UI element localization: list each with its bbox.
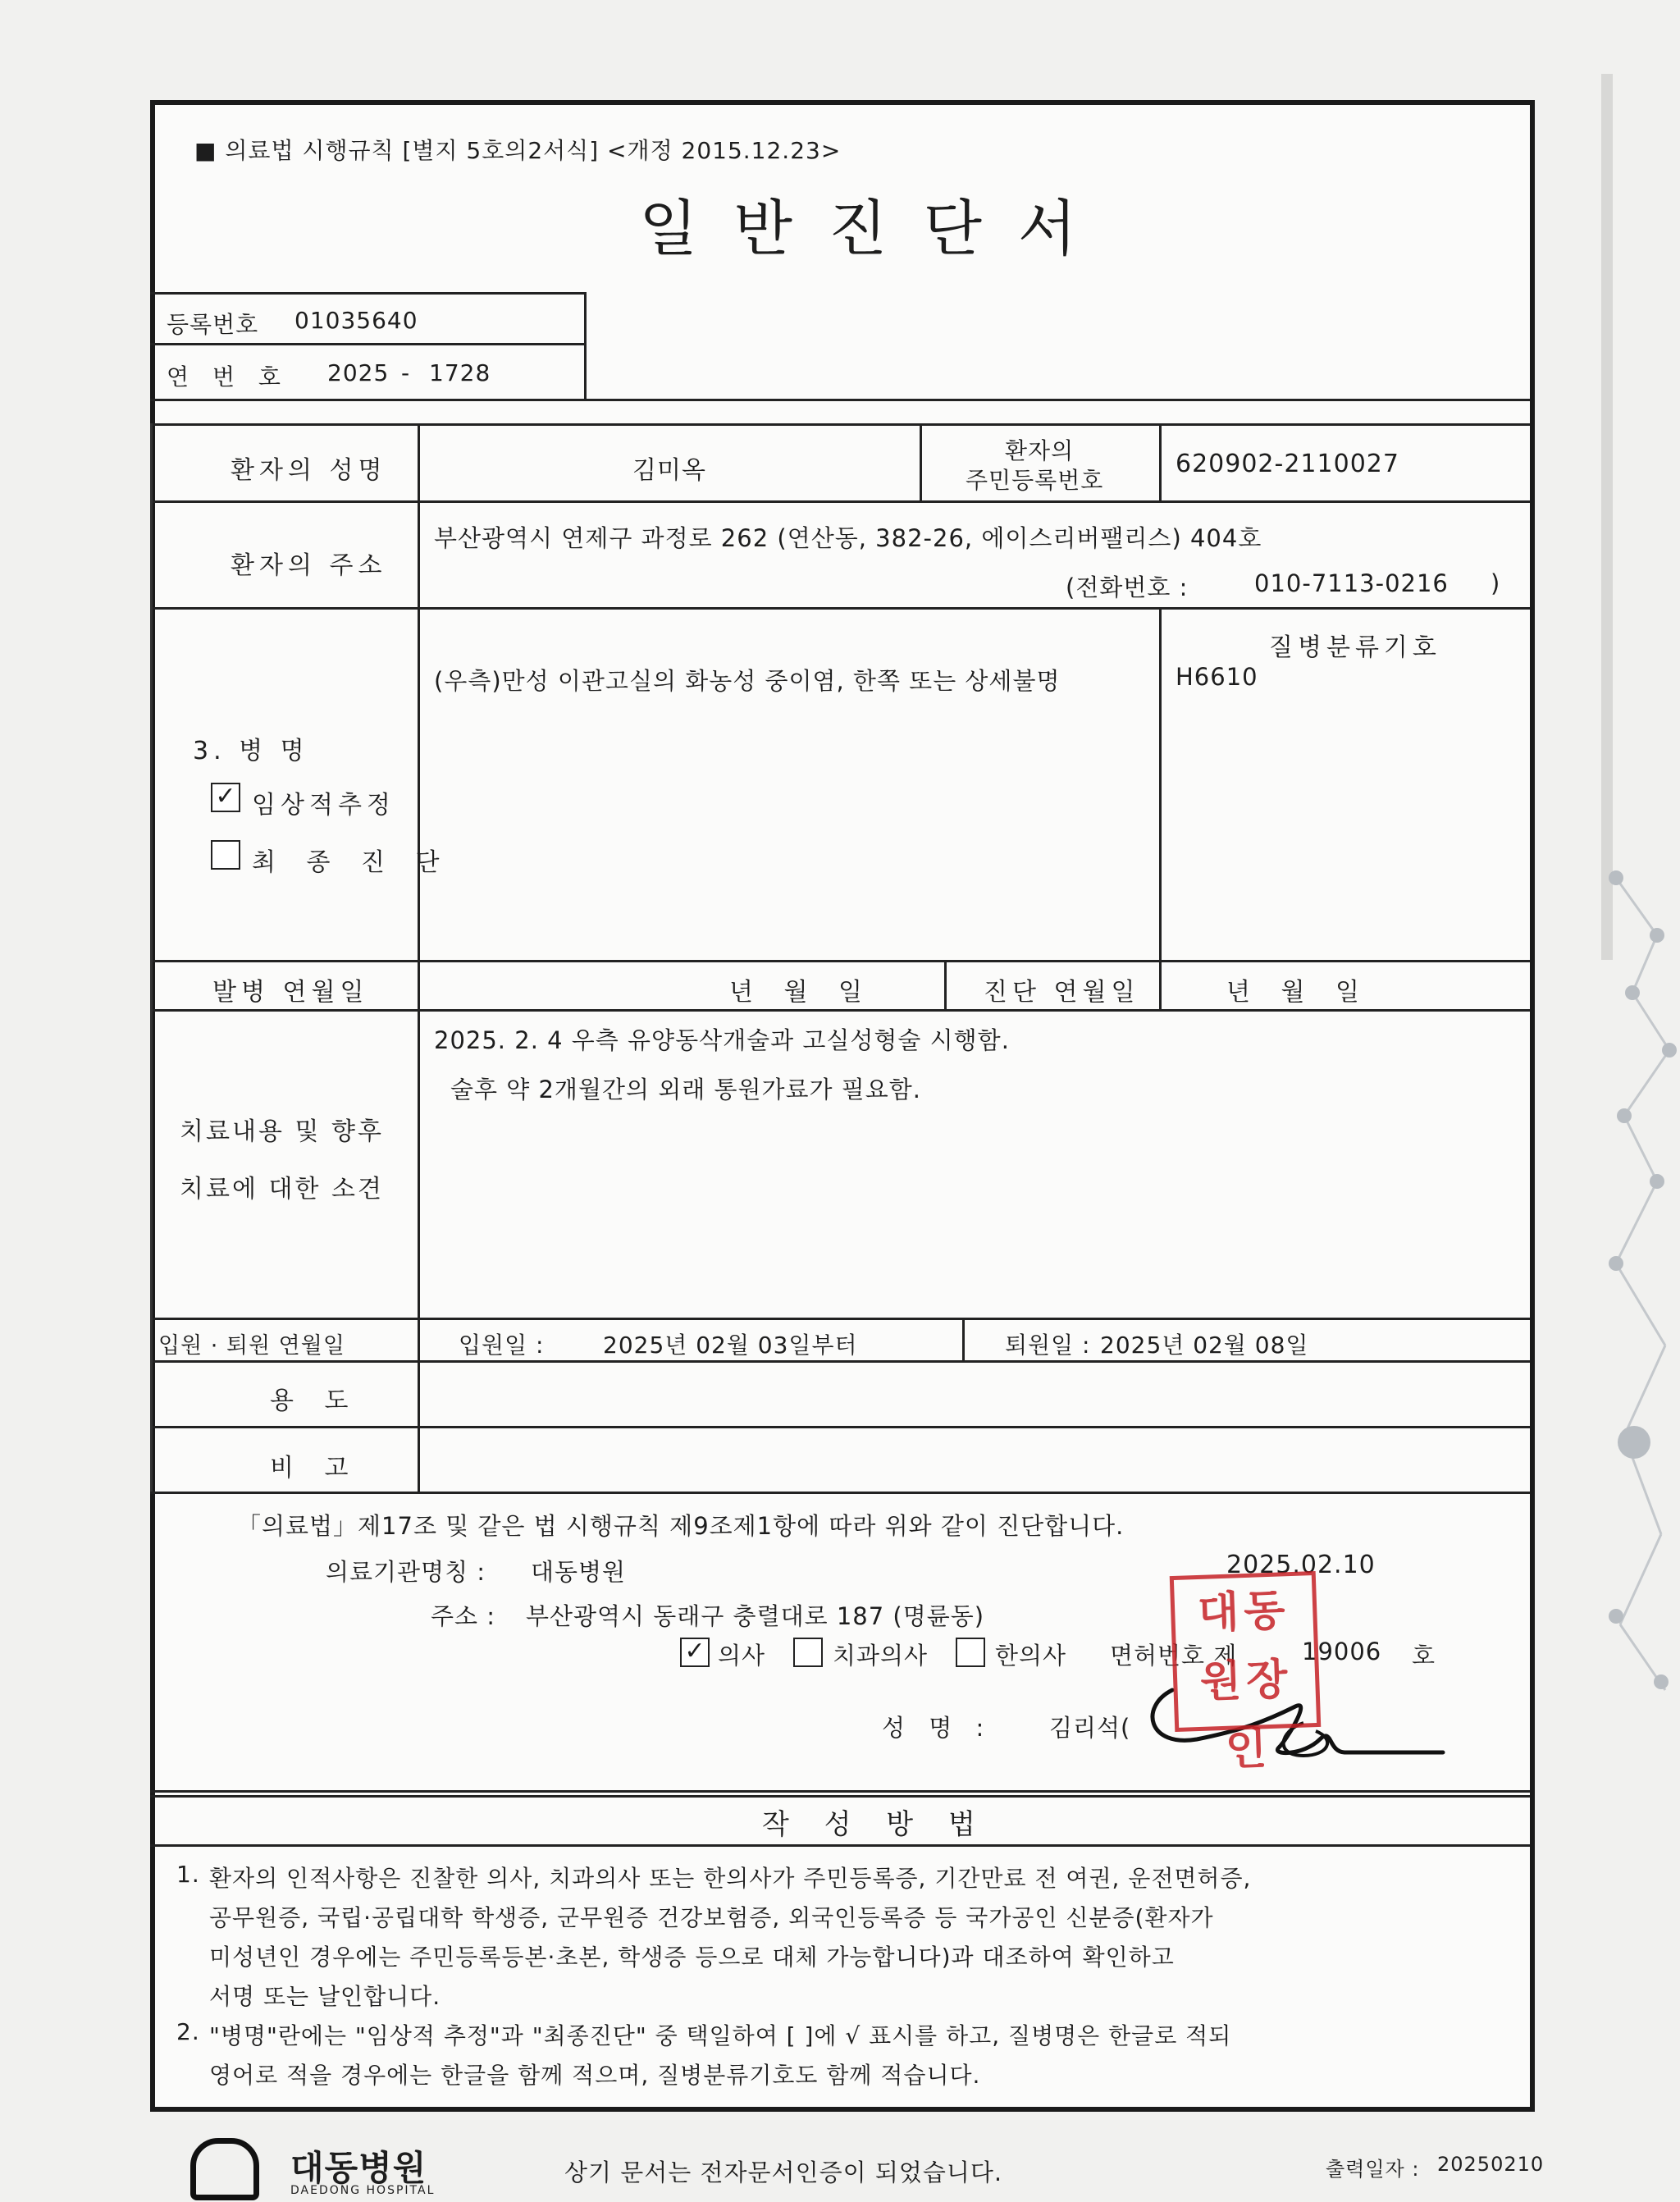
instruction1-line1: 환자의 인적사항은 진찰한 의사, 치과의사 또는 한의사가 주민등록증, 기간만료 전 여권, 운전면허증, [209,1865,1252,1892]
treatment-line1: 2025. 2. 4 우측 유양동삭개술과 고실성형술 시행함. [434,1026,1010,1054]
hospital-logo-icon [190,2138,259,2200]
signer-name: 김리석( [1049,1714,1131,1742]
hospital-seal: 대동 원장인 [1170,1571,1322,1732]
clinical-estimate-label: 임상적추정 [252,791,395,820]
instruction1-line2: 공무원증, 국립·공립대학 학생증, 군무원증 건강보험증, 외국인등록증 등 국가공인 신분증(환자가 [209,1904,1214,1931]
rrn-label-line1: 환자의 [1005,437,1075,464]
clinical-estimate-checkbox[interactable]: ✓ [211,783,240,812]
institution-address-label: 주소 : [431,1602,496,1630]
oriental-doctor-label: 한의사 [995,1642,1067,1670]
registration-number: 01035640 [294,307,418,334]
treatment-label-line1: 치료내용 및 향후 [180,1117,384,1146]
onset-date-label: 발병 연월일 [212,978,369,1007]
phone-prefix: (전화번호 : [1066,573,1189,601]
treatment-line2: 술후 약 2개월간의 외래 통원가료가 필요함. [450,1076,921,1103]
footer-hospital-sub: DAEDONG HOSPITAL [290,2184,436,2197]
license-label: 면허번호 제 [1110,1642,1238,1670]
rrn-label-line2: 주민등록번호 [966,467,1104,494]
serial-number: 1728 [429,359,491,386]
patient-address: 부산광역시 연제구 과정로 262 (연산동, 382-26, 에이스리버팰리스) 404호 [434,524,1262,552]
disease-code: H6610 [1176,663,1258,691]
onset-date-value: 년 월 일 [729,978,874,1007]
footer-hospital-name: 대동병원 [290,2148,427,2188]
instruction2-line2: 영어로 적을 경우에는 한글을 함께 적으며, 질병분류기호도 함께 적습니다. [209,2062,981,2089]
admission-label: 입원 · 퇴원 연월일 [158,1333,345,1359]
certification-date: 2025.02.10 [1226,1551,1376,1579]
signer-label: 성 명 : [882,1714,993,1742]
serial-dash: - [401,359,411,386]
disease-name: (우측)만성 이관고실의 화농성 중이염, 한쪽 또는 상세불명 [434,667,1061,695]
print-date: 20250210 [1437,2153,1545,2176]
print-date-label: 출력일자 : [1326,2158,1420,2181]
dentist-checkbox[interactable] [793,1638,823,1667]
e-certification-note: 상기 문서는 전자문서인증이 되었습니다. [564,2159,1003,2186]
diagnosis-date-value: 년 월 일 [1226,978,1372,1007]
instruction1-line3: 미성년인 경우에는 주민등록등본·초본, 학생증 등으로 대체 가능합니다)과 대조하여 확인하고 [209,1944,1175,1971]
treatment-label-line2: 치료에 대한 소견 [180,1175,384,1204]
instructions-title: 작 성 방 법 [762,1808,988,1841]
diagnosis-certificate-form [150,100,1535,2112]
patient-phone: 010-7113-0216 [1254,569,1449,597]
diagnosis-date-label: 진단 연월일 [984,978,1140,1007]
admit-date-label: 입원일 : [459,1332,545,1359]
doctor-label: 의사 [718,1642,766,1670]
final-diagnosis-label: 최 종 진 단 [252,848,451,877]
network-lines [1591,837,1680,1756]
instruction2-line1: "병명"란에는 "임상적 추정"과 "최종진단" 중 택일하여 [ ]에 √ 표시를 하고, 질병명은 한글로 적되 [209,2022,1232,2049]
patient-rrn: 620902-2110027 [1176,450,1399,478]
patient-address-label: 환자의 주소 [231,551,387,580]
registration-number-label: 등록번호 [167,311,259,338]
admit-date-value: 2025년 02월 03일부터 [603,1332,858,1359]
document-title: 일반진단서 [639,194,1113,264]
phone-suffix: ) [1491,569,1501,597]
instruction2-number: 2. [176,2018,200,2045]
legal-reference: ■ 의료법 시행규칙 [별지 5호의2서식] <개정 2015.12.23> [194,137,842,164]
serial-year: 2025 [327,359,390,386]
instruction1-number: 1. [176,1861,200,1888]
institution-name: 대동병원 [531,1558,627,1586]
discharge-date-value: 2025년 02월 08일 [1100,1332,1309,1359]
serial-number-label: 연 번 호 [167,363,289,391]
doctor-checkbox[interactable]: ✓ [680,1638,710,1667]
diagnosis-section-label: 3. 병 명 [193,737,309,765]
purpose-label: 용 도 [270,1387,360,1415]
oriental-doctor-checkbox[interactable] [956,1638,985,1667]
patient-name-label: 환자의 성명 [231,456,387,485]
license-number: 19006 [1302,1638,1382,1665]
certification-statement: 「의료법」제17조 및 같은 법 시행규칙 제9조제1항에 따라 위와 같이 진단합니다. [237,1512,1125,1540]
institution-address: 부산광역시 동래구 충렬대로 187 (명륜동) [526,1602,985,1630]
remarks-label: 비 고 [270,1454,360,1482]
final-diagnosis-checkbox[interactable] [211,840,240,870]
dentist-label: 치과의사 [833,1642,929,1670]
discharge-date-label: 퇴원일 : [1005,1332,1091,1359]
disease-code-label: 질병분류기호 [1269,633,1441,662]
patient-name: 김미옥 [632,456,706,485]
institution-label: 의료기관명칭 : [326,1558,486,1586]
instruction1-line4: 서명 또는 날인합니다. [209,1983,441,2010]
license-suffix: 호 [1412,1642,1436,1670]
